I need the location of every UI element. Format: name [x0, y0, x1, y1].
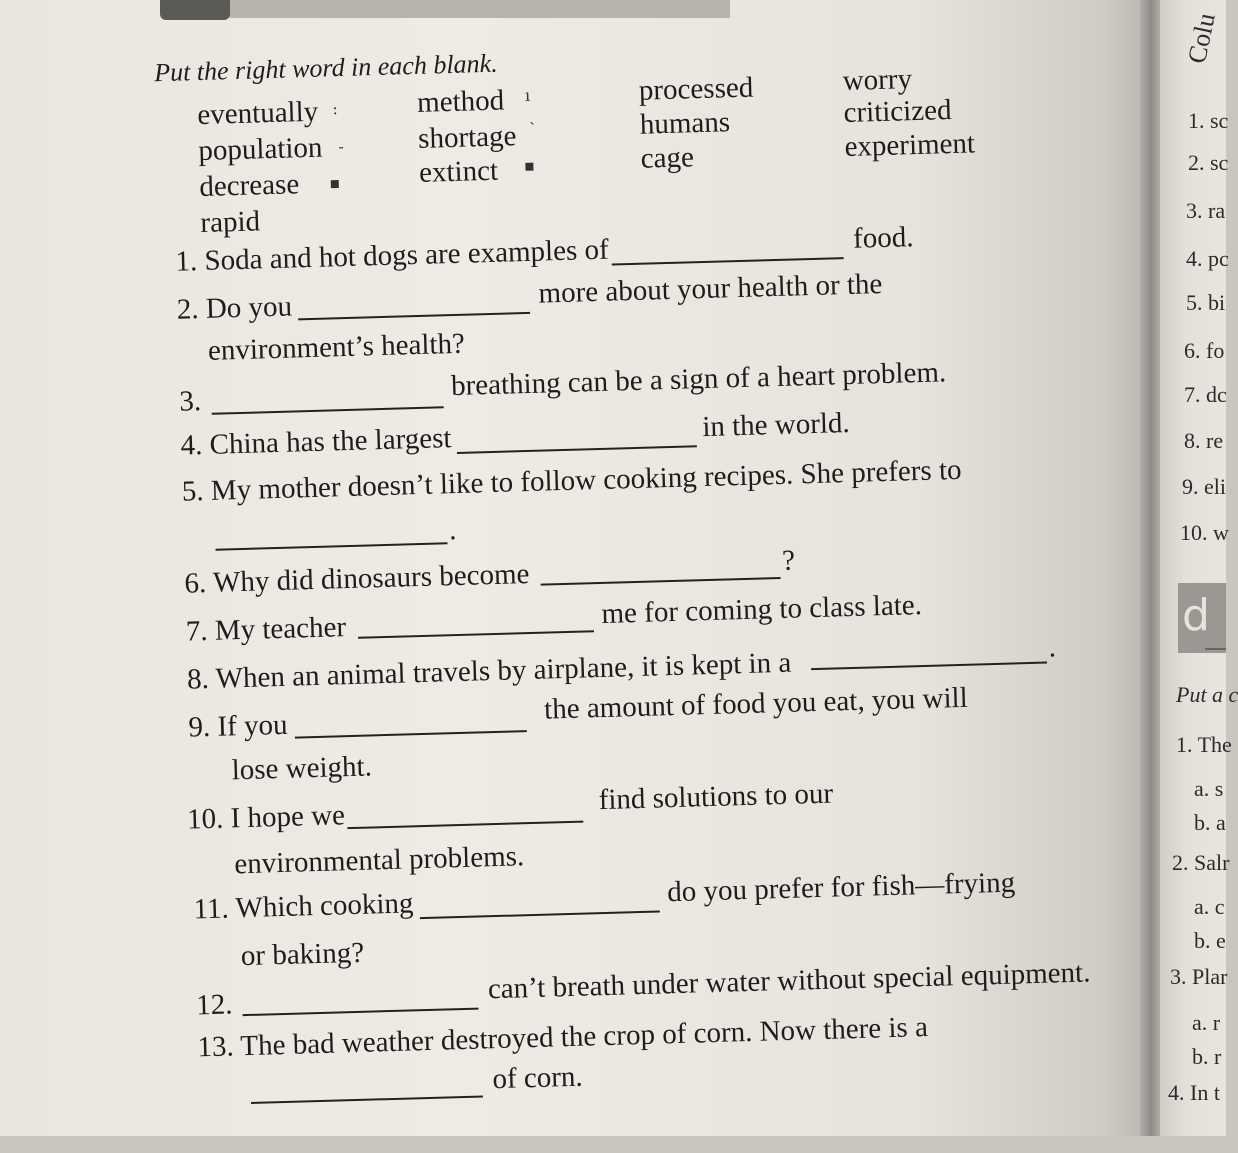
word-bank-item: method: [416, 84, 505, 119]
answer-blank[interactable]: [457, 445, 697, 454]
question-number: 4.: [180, 429, 203, 462]
adjacent-item: 8. re: [1184, 428, 1224, 453]
question-text: more about your health or the: [538, 268, 883, 310]
question-number: 13.: [197, 1030, 235, 1064]
word-bank-item: cage: [640, 141, 695, 175]
question-text: .: [1048, 631, 1057, 664]
answer-blank[interactable]: [358, 630, 594, 639]
question-11: [193, 887, 414, 926]
question-number: 11.: [193, 892, 230, 926]
adjacent-item: 6. fo: [1184, 338, 1225, 363]
question-2: [176, 291, 292, 327]
question-text: breathing can be a sign of a heart problem.: [450, 356, 947, 403]
word-bank-item: processed: [638, 71, 754, 107]
question-number: 6.: [184, 567, 207, 600]
question-text: China has the largest: [209, 422, 452, 461]
question-6: [184, 558, 530, 601]
question-text: My mother doesn’t like to follow cooking recipes. She prefers to: [210, 453, 962, 507]
adjacent-item: 7. dc: [1184, 382, 1227, 407]
question-number: 10.: [186, 802, 224, 836]
adjacent-item: a. s: [1194, 776, 1224, 801]
word-bank-item: population: [197, 131, 323, 168]
question-5: [181, 454, 962, 509]
question-number: 9.: [188, 710, 211, 744]
question-number: 7.: [185, 614, 209, 648]
question-10: [187, 799, 346, 836]
answer-blank[interactable]: [295, 730, 527, 738]
question-number: 3.: [178, 385, 202, 418]
exercise-instruction: Put the right word in each blank.: [153, 48, 498, 88]
question-text: If you: [217, 708, 289, 743]
question-text: or baking?: [240, 936, 365, 973]
adjacent-instruction: Put a c: [1176, 682, 1238, 707]
answer-blank[interactable]: [347, 821, 583, 830]
question-7: [185, 611, 346, 648]
question-number: 1.: [175, 245, 198, 278]
answer-blank[interactable]: [212, 406, 444, 414]
word-bank-item: criticized: [843, 94, 952, 130]
question-text: in the world.: [701, 406, 851, 444]
pencil-mark: `: [528, 119, 538, 139]
question-text: environment’s health?: [207, 327, 466, 367]
adjacent-item: 1. The: [1176, 732, 1232, 757]
word-bank-item: worry: [842, 63, 913, 98]
adjacent-item: 3. ra: [1186, 198, 1226, 223]
word-bank-item: humans: [639, 106, 731, 141]
question-number: 5.: [181, 475, 205, 508]
adjacent-item: 3. Plar: [1170, 964, 1228, 989]
question-number: 12.: [195, 988, 233, 1022]
word-bank-item: rapid: [199, 205, 261, 240]
section-letter: d: [1182, 590, 1210, 641]
word-bank-item: decrease: [198, 168, 300, 204]
question-text: me for coming to class late.: [601, 589, 923, 630]
adjacent-item: b. r: [1192, 1044, 1222, 1069]
question-1: [175, 234, 609, 279]
question-text: I hope we: [230, 799, 346, 835]
question-text: Soda and hot dogs are examples of: [204, 233, 610, 277]
adjacent-heading: Colu: [1182, 10, 1221, 67]
question-text: can’t breath under water without special equipment.: [487, 956, 1091, 1006]
adjacent-item: 10. w: [1180, 520, 1229, 545]
question-text: The bad weather destroyed the crop of corn. Now there is a: [239, 1011, 929, 1063]
adjacent-item: 1. sc: [1188, 108, 1229, 133]
word-bank-item: shortage: [417, 120, 517, 155]
answer-blank[interactable]: [612, 257, 844, 265]
answer-blank[interactable]: [420, 910, 660, 919]
answer-blank[interactable]: [216, 542, 448, 550]
adjacent-item: a. r: [1192, 1010, 1221, 1035]
question-4: [180, 422, 452, 463]
question-9: [188, 709, 288, 745]
question-number: 2.: [176, 293, 200, 326]
adjacent-item: 4. In t: [1168, 1080, 1220, 1105]
question-text: the amount of food you eat, you will: [543, 681, 969, 726]
divider: [1205, 648, 1226, 650]
question-number: 8.: [186, 662, 210, 696]
adjacent-item: 2. Salr: [1172, 850, 1230, 875]
pencil-mark: ▪: [329, 173, 341, 193]
adjacent-item: a. c: [1194, 894, 1225, 919]
question-text: My teacher: [214, 611, 347, 647]
adjacent-item: 9. eli: [1182, 474, 1226, 499]
pencil-mark: -: [338, 136, 345, 157]
question-text: food.: [852, 221, 914, 255]
answer-blank[interactable]: [251, 1095, 483, 1103]
question-text: .: [448, 514, 457, 547]
question-text: Why did dinosaurs become: [212, 557, 530, 599]
question-text: lose weight.: [231, 750, 373, 787]
question-text: of corn.: [492, 1060, 584, 1096]
question-text: Which cooking: [235, 887, 414, 925]
answer-blank[interactable]: [298, 312, 530, 320]
pencil-mark: ▪: [523, 155, 536, 175]
adjacent-item: 2. sc: [1188, 150, 1229, 175]
answer-blank[interactable]: [541, 577, 781, 586]
question-text: find solutions to our: [598, 777, 834, 817]
word-bank-item: eventually: [196, 95, 319, 132]
question-text: When an animal travels by airplane, it is kept in a: [215, 646, 792, 695]
pencil-mark: ı: [524, 85, 531, 105]
answer-blank[interactable]: [243, 1008, 479, 1017]
word-bank-item: extinct: [418, 154, 499, 189]
book-gutter: [1140, 0, 1162, 1136]
adjacent-item: b. a: [1194, 810, 1226, 835]
answer-blank[interactable]: [811, 662, 1047, 671]
question-13: [197, 1011, 928, 1064]
adjacent-item: 5. bi: [1186, 290, 1226, 315]
pencil-mark: :: [332, 99, 338, 119]
adjacent-item: 4. pc: [1186, 246, 1229, 271]
word-bank-item: experiment: [844, 127, 976, 164]
question-text: ?: [781, 544, 796, 577]
question-text: do you prefer for fish—frying: [666, 866, 1016, 909]
question-text: Do you: [205, 290, 293, 325]
question-text: environmental problems.: [233, 840, 525, 881]
adjacent-item: b. e: [1194, 928, 1226, 953]
